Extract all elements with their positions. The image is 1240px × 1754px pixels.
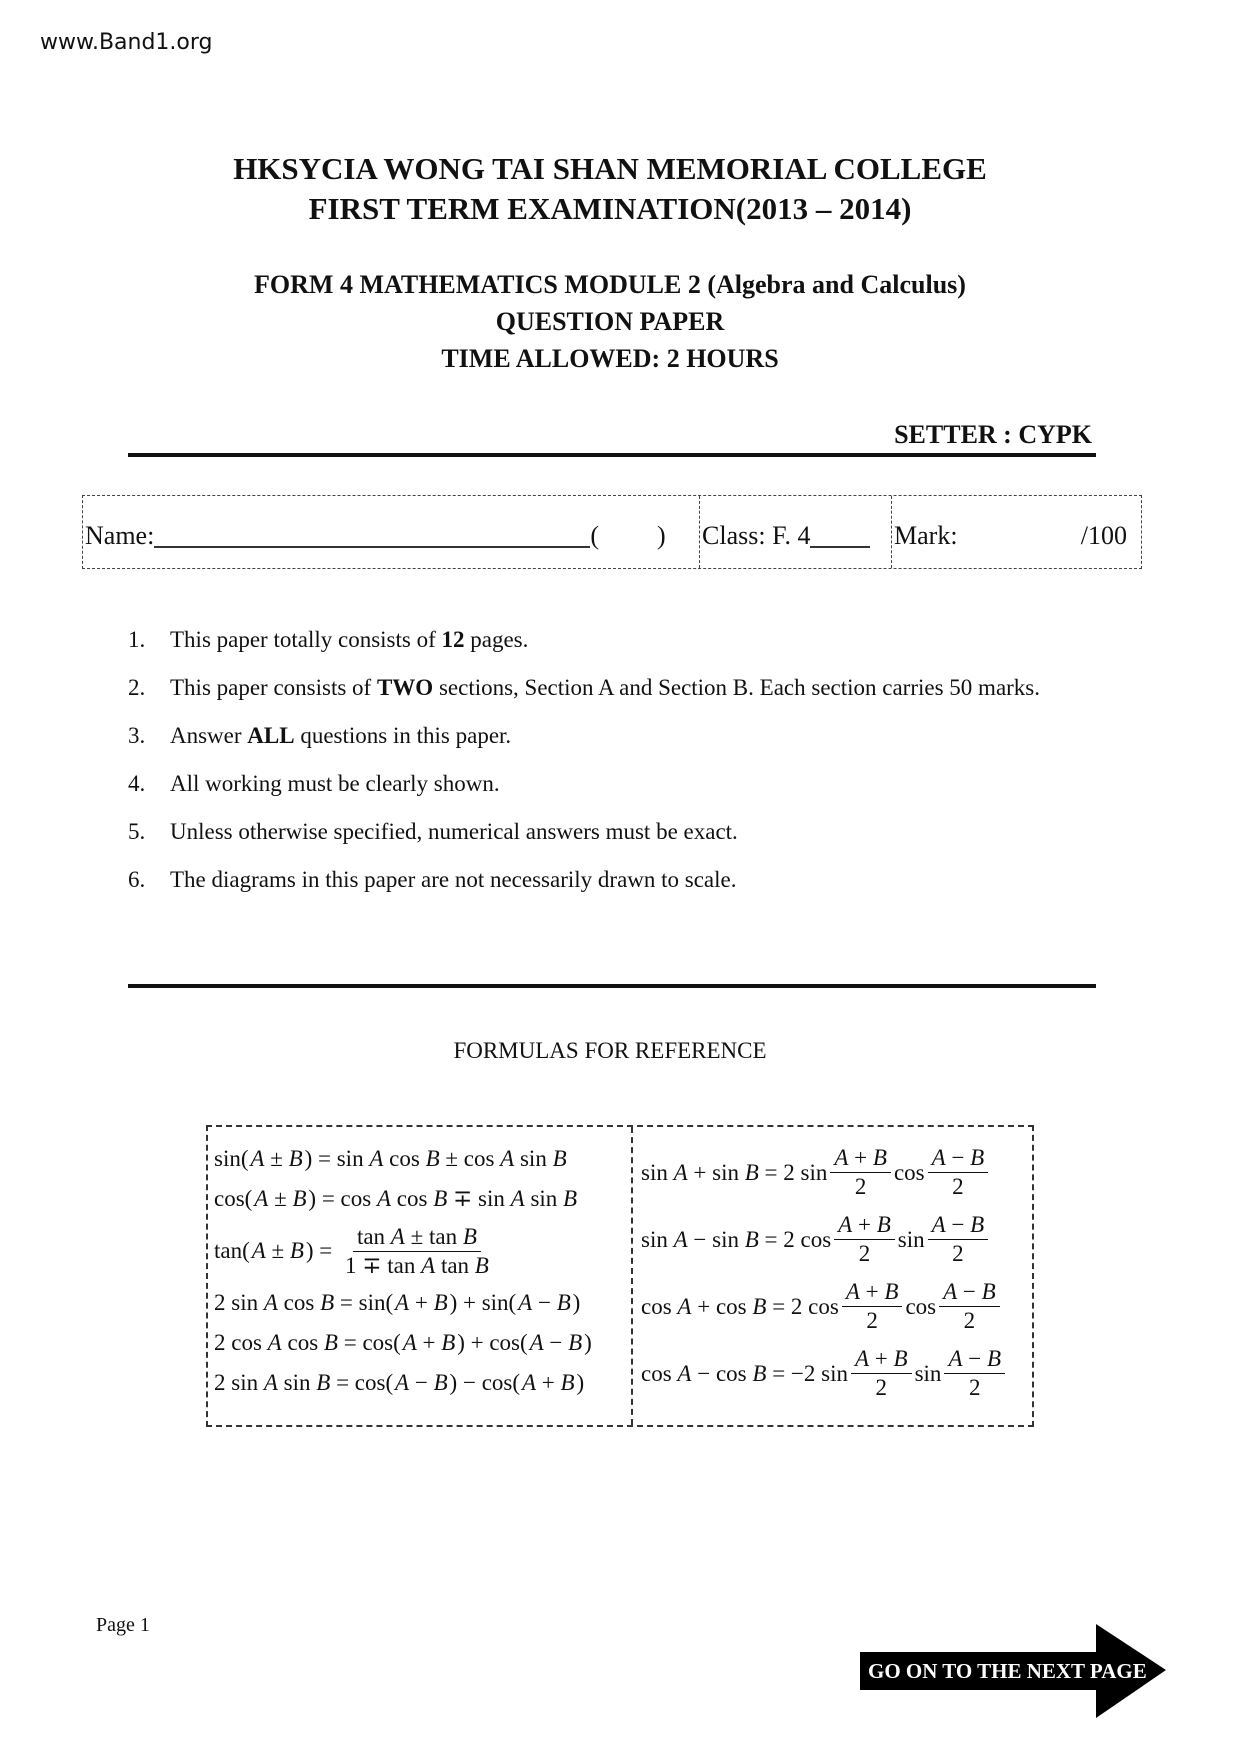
watermark-url: www.Band1.org	[40, 30, 213, 55]
mark-label: Mark:	[894, 521, 958, 550]
formula-column-left	[208, 1127, 633, 1425]
exam-title: FIRST TERM EXAMINATION(2013 – 2014)	[308, 191, 912, 226]
setter: SETTER : CYPK	[894, 420, 1092, 449]
header-divider	[128, 453, 1096, 457]
class-number-close: )	[656, 521, 666, 550]
formula-2coscos: 2 cos A cos B = cos( A + B ) + cos( A − B )	[214, 1330, 592, 1355]
mark-total: /100	[1080, 521, 1127, 550]
formula-2sincos: 2 sin A cos B = sin( A + B ) + sin( A − B )	[214, 1290, 581, 1315]
name-cell	[83, 496, 699, 568]
class-label: Class: F. 4	[702, 521, 811, 550]
formula-box	[206, 1125, 1034, 1427]
name-label: Name:	[85, 521, 155, 550]
instruction-item: 3. Answer ALL questions in this paper.	[128, 723, 512, 748]
page-number: Page 1	[96, 1614, 150, 1636]
formula-2sinsin: 2 sin A sin B = cos( A − B ) − cos( A + B )	[214, 1370, 585, 1395]
formula-cos-minus-cos: cos A − cos B = −2 sin $\frac{A + B}{2}$ sin $\frac{A - B}{2}$	[641, 1340, 1026, 1407]
instruction-item: 2. This paper consists of TWO sections, Section A and Section B. Each section carries 50 marks.	[128, 675, 1041, 700]
next-page-label: GO ON TO THE NEXT PAGE	[868, 1658, 1147, 1683]
class-cell	[699, 496, 891, 568]
next-page-arrow	[860, 1624, 1166, 1718]
instruction-item: 6. The diagrams in this paper are not necessarily drawn to scale.	[128, 867, 737, 892]
formula-cos-plus-cos: cos A + cos B = 2 cos $\frac{A + B}{2}$ cos $\frac{A - B}{2}$	[641, 1273, 1026, 1340]
instruction-item: 1. This paper totally consists of 12 pages.	[128, 627, 529, 652]
subject-title: FORM 4 MATHEMATICS MODULE 2 (Algebra and Calculus)	[254, 270, 966, 299]
formula-column-right	[633, 1127, 1032, 1425]
instructions-divider	[128, 984, 1096, 988]
time-allowed: TIME ALLOWED: 2 HOURS	[441, 344, 779, 373]
class-number-open: (	[590, 521, 599, 550]
instruction-item: 4. All working must be clearly shown.	[128, 771, 500, 796]
formula-sin-sum: sin( A ± B ) = sin A cos B ± cos A sin B	[214, 1146, 567, 1171]
instruction-item: 5. Unless otherwise specified, numerical answers must be exact.	[128, 819, 738, 844]
name-field[interactable]	[154, 524, 590, 548]
class-field[interactable]	[810, 524, 870, 548]
formula-sin-minus-sin: sin A − sin B = 2 cos $\frac{A + B}{2}$ sin $\frac{A - B}{2}$	[641, 1206, 1026, 1273]
paper-type: QUESTION PAPER	[495, 307, 725, 336]
formulas-title: FORMULAS FOR REFERENCE	[453, 1038, 767, 1063]
school-name: HKSYCIA WONG TAI SHAN MEMORIAL COLLEGE	[233, 151, 987, 186]
student-info-box	[82, 495, 1142, 569]
formula-tan-sum: tan( A ± B ) = $\frac{\text{tan A ± tan B}}{\text{1 ∓ tan A tan B}}$	[214, 1223, 489, 1278]
instructions-list	[128, 626, 1068, 914]
formula-cos-sum: cos( A ± B ) = cos A cos B ∓ sin A sin B	[214, 1186, 578, 1211]
formula-sin-plus-sin: sin A + sin B = 2 sin $\frac{A + B}{2}$ cos $\frac{A - B}{2}$	[641, 1139, 1026, 1206]
mark-cell	[891, 496, 1141, 568]
